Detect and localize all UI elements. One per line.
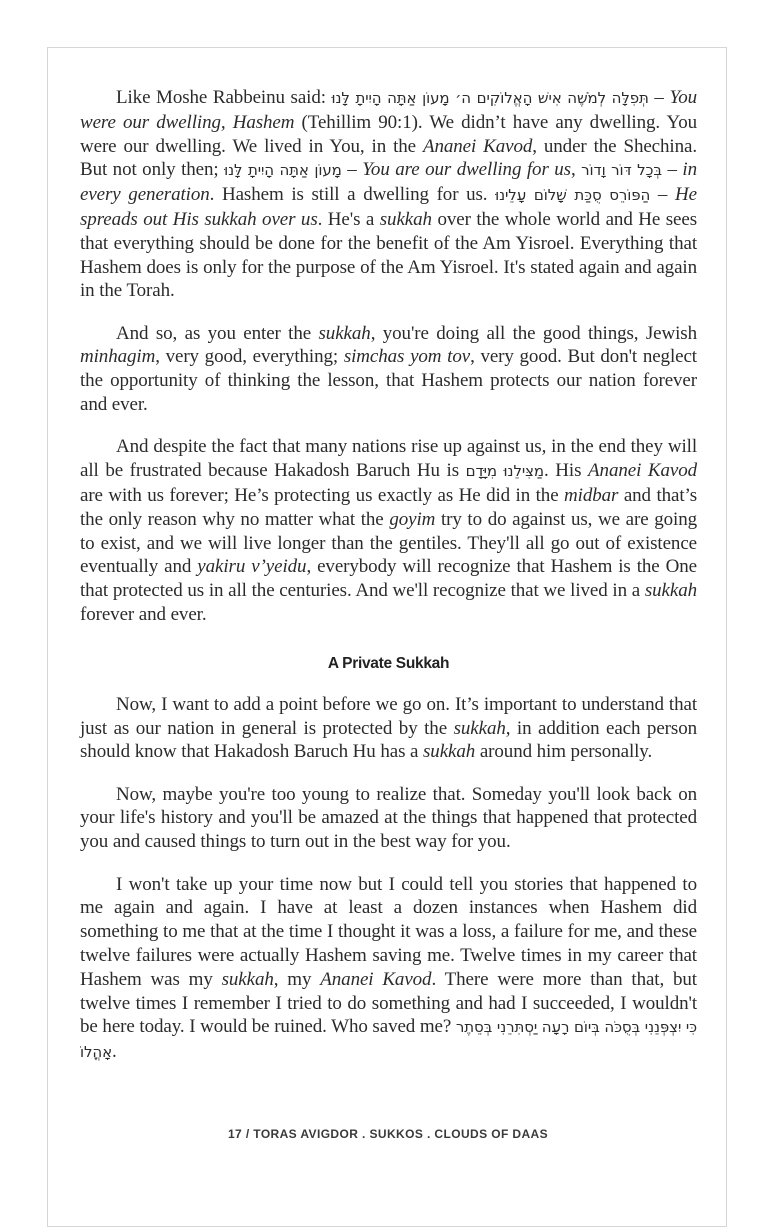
text-run: forever and ever. [80,603,207,625]
italic-term: simchas yom tov [343,346,471,368]
text-run: . [112,1041,117,1063]
text-run: And so, as you enter the [116,322,319,344]
italic-term: sukkah [423,741,476,763]
section-heading: A Private Sukkah [327,654,450,672]
text-run: – [661,159,683,181]
text-run: , everybody will recognize that Hashem is the One that protected us in all the centuries. And we'll recognize that we lived in a [80,556,697,602]
page-content [80,86,697,1083]
text-run: , very good. But don't neglect the opportunity of thinking the lesson, that Hashem protects our nation forever and ever. [80,346,697,416]
text-run: , [570,159,582,181]
text-run: around him personally. [475,741,653,763]
text-run: , my [273,968,321,990]
text-run: Now, I want to add a point before we go on. It’s important to understand that just as our nation in general is protected by the [80,693,697,739]
italic-term: sukkah [221,968,274,990]
italic-term: midbar [564,484,619,506]
paragraph [80,86,697,303]
hebrew-quote: הַפּוֹרֵס סֻכַּת שָׁלוֹם עָלֵינוּ [495,186,651,205]
top-section [80,86,697,627]
text-run: – [650,184,676,206]
hebrew-quote: מָעוֹן אַתָּה הָיִיתָ לָּנוּ [224,161,342,180]
italic-term: He spreads out His sukkah over us [80,184,697,230]
italic-term: yakiru v’yeidu [197,556,307,578]
italic-term: Ananei Kavod [422,135,533,157]
text-run: , under the Shechina. But not only then; [80,135,697,181]
italic-term: Ananei Kavod [320,968,432,990]
paragraph [80,873,697,1065]
paragraph [80,435,697,626]
italic-term: sukkah [453,717,506,739]
text-run: . His [544,460,589,482]
italic-term: in every generation [80,159,697,206]
italic-term: goyim [389,508,436,530]
text-run: and that’s the only reason why no matter what the [80,484,698,530]
text-run: . Hashem is still a dwelling for us. [209,184,496,206]
italic-term: You were our dwelling, Hashem [80,87,697,133]
paragraph [80,783,697,854]
text-run: , in addition each person should know that Hakadosh Baruch Hu has a [80,717,697,763]
text-run: . There were more than that, but twelve times I remember I tried to do something and had I succeeded, I wouldn't be here today. I would be ruined. Who saved me? [80,968,697,1038]
italic-term: Ananei Kavod [588,460,698,482]
italic-term: sukkah [644,580,697,602]
text-run: I won't take up your time now but I could tell you stories that happened to me again and again. I have at least a dozen instances when Hashem did something to me that at the time I thought it was a loss, a failure for me, and these twelve failures were actually Hashem saving me. Twelve times in my career that Hashem was my [80,873,697,990]
bottom-section [80,693,697,1065]
paragraph [80,693,697,764]
text-run: And despite the fact that many nations rise up against us, in the end they will all be frustrated because Hakadosh Baruch Hu is [80,436,697,482]
text-run: over the whole world and He sees that everything should be done for the benefit of the Am Yisroel. Everything that Hashem does is only for the purpose of the Am Yisroel. It's stated again and again in the Torah. [80,208,697,302]
hebrew-quote: תְּפִלָּה לְמֹשֶׁה אִישׁ הָאֱלוֹקִים ה׳ מָעוֹן אַתָּה הָיִיתָ לָּנוּ [331,89,649,107]
text-run: – [648,87,670,108]
hebrew-quote: כִּי יִצְפְּנֵנִי בְּסֻכֹּה בְּיוֹם רָעָה יַסְתִּרֵנִי בְּסֵתֶר אָהֳלוֹ [80,1018,697,1062]
italic-term: minhagim [80,346,156,368]
hebrew-quote: בְּכָל דּוֹר וָדוֹר [581,161,662,180]
text-run: Like Moshe Rabbeinu said: [116,87,332,108]
text-run: are with us forever; He’s protecting us exactly as He did in the [80,484,565,506]
text-run: Now, maybe you're too young to realize that. Someday you'll look back on your life's history and you'll be amazed at the things that happened that protected you and caused things to turn out in the best way for you. [80,783,697,853]
italic-term: You are our dwelling for us [362,159,571,181]
italic-term: sukkah [318,322,371,344]
page-footer: 17 / TORAS AVIGDOR . SUKKOS . CLOUDS OF DAAS [227,1127,549,1141]
text-run: – [341,159,363,181]
hebrew-quote: מַצִּילֵנוּ מִיָּדָם [465,462,545,481]
text-run: , you're doing all the good things, Jewish [370,322,697,344]
text-run: , very good, everything; [155,346,344,368]
paragraph [80,322,697,417]
text-run: try to do against us, we are going to exist, and we will live longer than the gentiles. They'll all go out of existence eventually and [80,508,697,578]
text-run: (Tehillim 90:1). We didn’t have any dwelling. You were our dwelling. We lived in You, in the [80,111,697,157]
italic-term: sukkah [379,208,432,230]
text-run: . He's a [317,208,380,230]
